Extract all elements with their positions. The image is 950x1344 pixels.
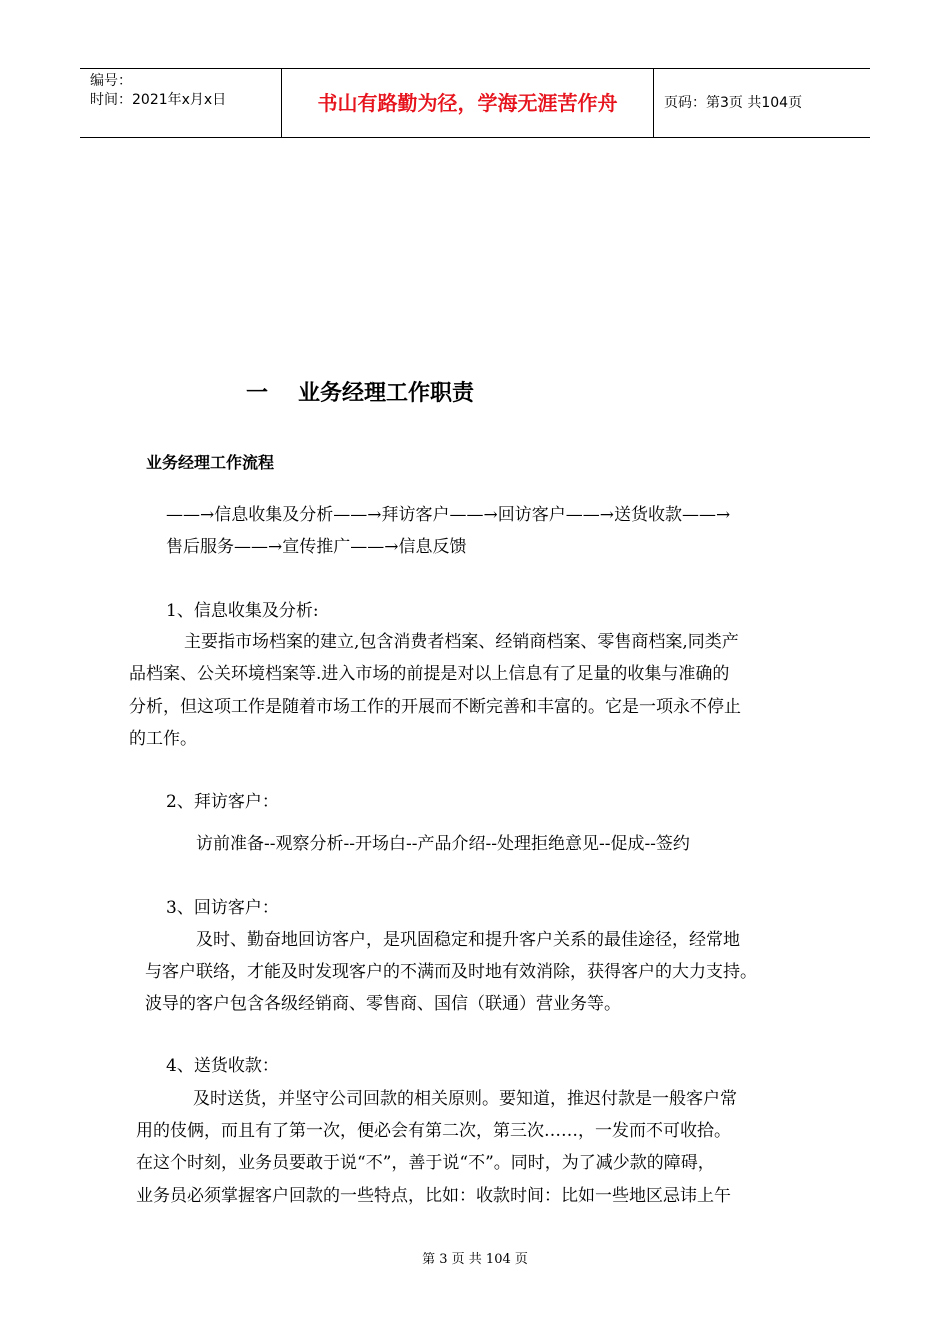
paragraph-line: 与客户联络，才能及时发现客户的不满而及时地有效消除，获得客户的大力支持。 <box>145 962 757 982</box>
header-page-info: 页码：第3页 共104页 <box>664 95 803 111</box>
section-title-number: 一 <box>246 381 269 406</box>
paragraph-line: 主要指市场档案的建立,包含消费者档案、经销商档案、零售商档案,同类产 <box>184 632 739 652</box>
section-heading: 4、送货收款： <box>166 1056 279 1076</box>
section-heading: 1、信息收集及分析: <box>166 601 319 621</box>
paragraph-line: 波导的客户包含各级经销商、零售商、国信（联通）营业务等。 <box>145 994 621 1014</box>
page-header <box>80 68 870 138</box>
paragraph-line: 在这个时刻，业务员要敢于说“不”，善于说“不”。同时，为了减少款的障碍， <box>136 1153 715 1173</box>
paragraph-line: 及时送货，并坚守公司回款的相关原则。要知道，推迟付款是一般客户常 <box>193 1089 737 1109</box>
paragraph-line: 品档案、公关环境档案等.进入市场的前提是对以上信息有了足量的收集与准确的 <box>129 664 730 684</box>
paragraph-line: 业务员必须掌握客户回款的一些特点，比如：收款时间：比如一些地区忌讳上午 <box>136 1186 731 1206</box>
subtitle: 业务经理工作流程 <box>146 453 275 472</box>
paragraph-line: 分析，但这项工作是随着市场工作的开展而不断完善和丰富的。它是一项永不停止 <box>129 697 741 717</box>
flow-line: 售后服务——→宣传推广——→信息反馈 <box>166 537 467 557</box>
section-heading: 3、回访客户： <box>166 898 279 918</box>
paragraph-line: 用的伎俩，而且有了第一次，便必会有第二次，第三次……，一发而不可收拾。 <box>136 1121 731 1141</box>
number-label: 编号： <box>90 73 132 89</box>
flow-line: ——→信息收集及分析——→拜访客户——→回访客户——→送货收款——→ <box>166 505 731 525</box>
header-meta <box>80 69 282 137</box>
paragraph-line: 访前准备--观察分析--开场白--产品介绍--处理拒绝意见--促成--签约 <box>196 834 690 854</box>
header-motto: 书山有路勤为径，学海无涯苦作舟 <box>282 69 654 137</box>
section-heading: 2、拜访客户： <box>166 792 279 812</box>
section-title-text: 业务经理工作职责 <box>298 381 475 406</box>
paragraph-line: 的工作。 <box>129 729 197 749</box>
time-label: 时间：2021年x月x日 <box>90 92 227 108</box>
page-footer: 第 3 页 共 104 页 <box>422 1252 528 1267</box>
paragraph-line: 及时、勤奋地回访客户，是巩固稳定和提升客户关系的最佳途径，经常地 <box>196 930 740 950</box>
section-title <box>246 376 474 407</box>
